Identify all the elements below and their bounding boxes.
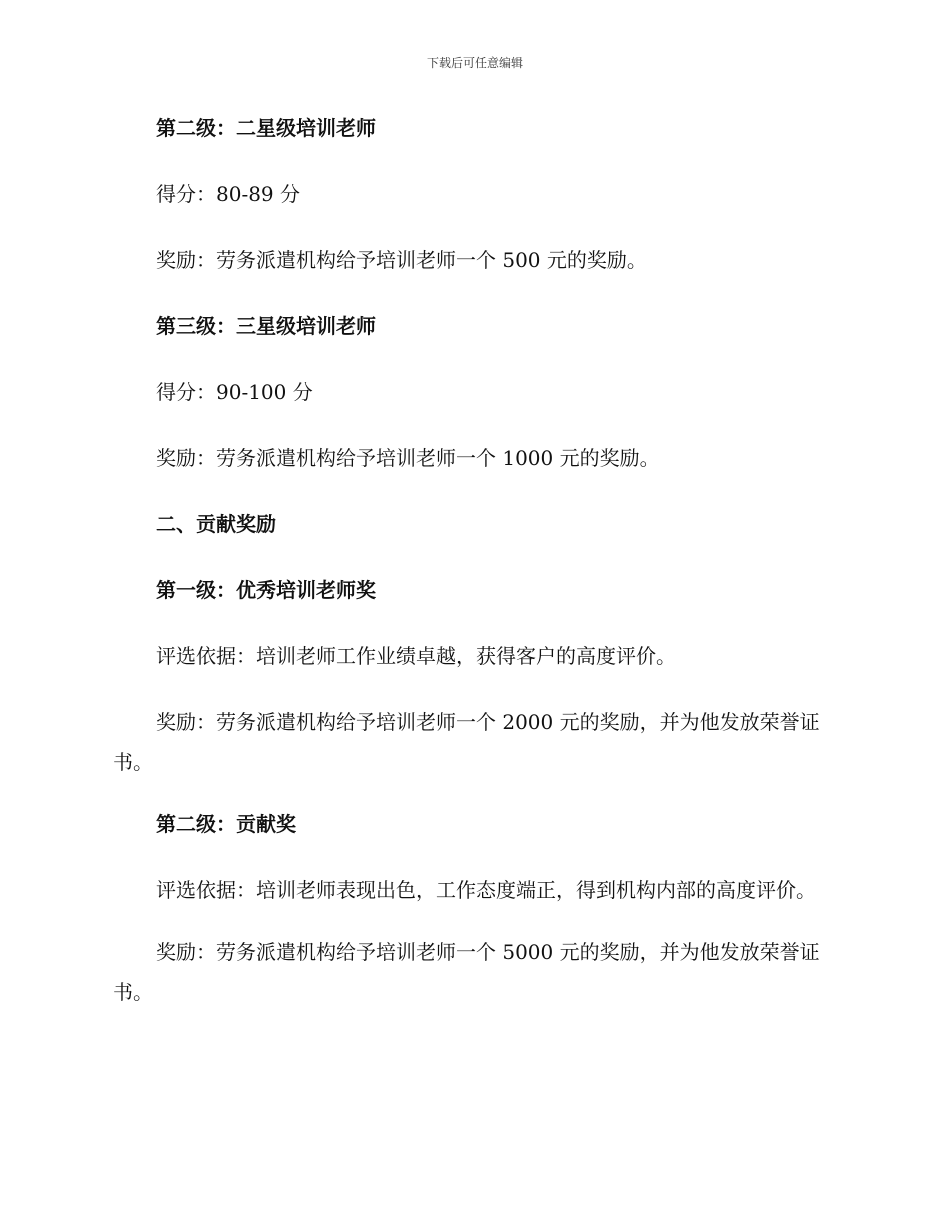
criteria-contribution-award: 评选依据：培训老师表现出色，工作态度端正，得到机构内部的高度评价。: [156, 878, 816, 902]
heading-contribution-award: 第二级：贡献奖: [156, 812, 296, 836]
heading-level-three-star: 第三级：三星级培训老师: [156, 314, 376, 338]
score-range-two-star: 得分：80-89 分: [156, 182, 301, 206]
reward-three-star: 奖励：劳务派遣机构给予培训老师一个 1000 元的奖励。: [156, 446, 660, 470]
document-body: [113, 108, 838, 1034]
heading-level-two-star: 第二级：二星级培训老师: [156, 116, 376, 140]
reward-contribution-award: 奖励：劳务派遣机构给予培训老师一个 5000 元的奖励，并为他发放荣誉证书。: [113, 940, 820, 1004]
reward-excellent-teacher: 奖励：劳务派遣机构给予培训老师一个 2000 元的奖励，并为他发放荣誉证书。: [113, 710, 820, 774]
section-heading-contribution: 二、贡献奖励: [156, 512, 276, 536]
criteria-excellent-teacher: 评选依据：培训老师工作业绩卓越，获得客户的高度评价。: [156, 644, 676, 668]
page-header: 下载后可任意编辑: [426, 56, 523, 70]
score-range-three-star: 得分：90-100 分: [156, 380, 313, 404]
reward-two-star: 奖励：劳务派遣机构给予培训老师一个 500 元的奖励。: [156, 248, 647, 272]
heading-excellent-teacher-award: 第一级：优秀培训老师奖: [156, 578, 376, 602]
